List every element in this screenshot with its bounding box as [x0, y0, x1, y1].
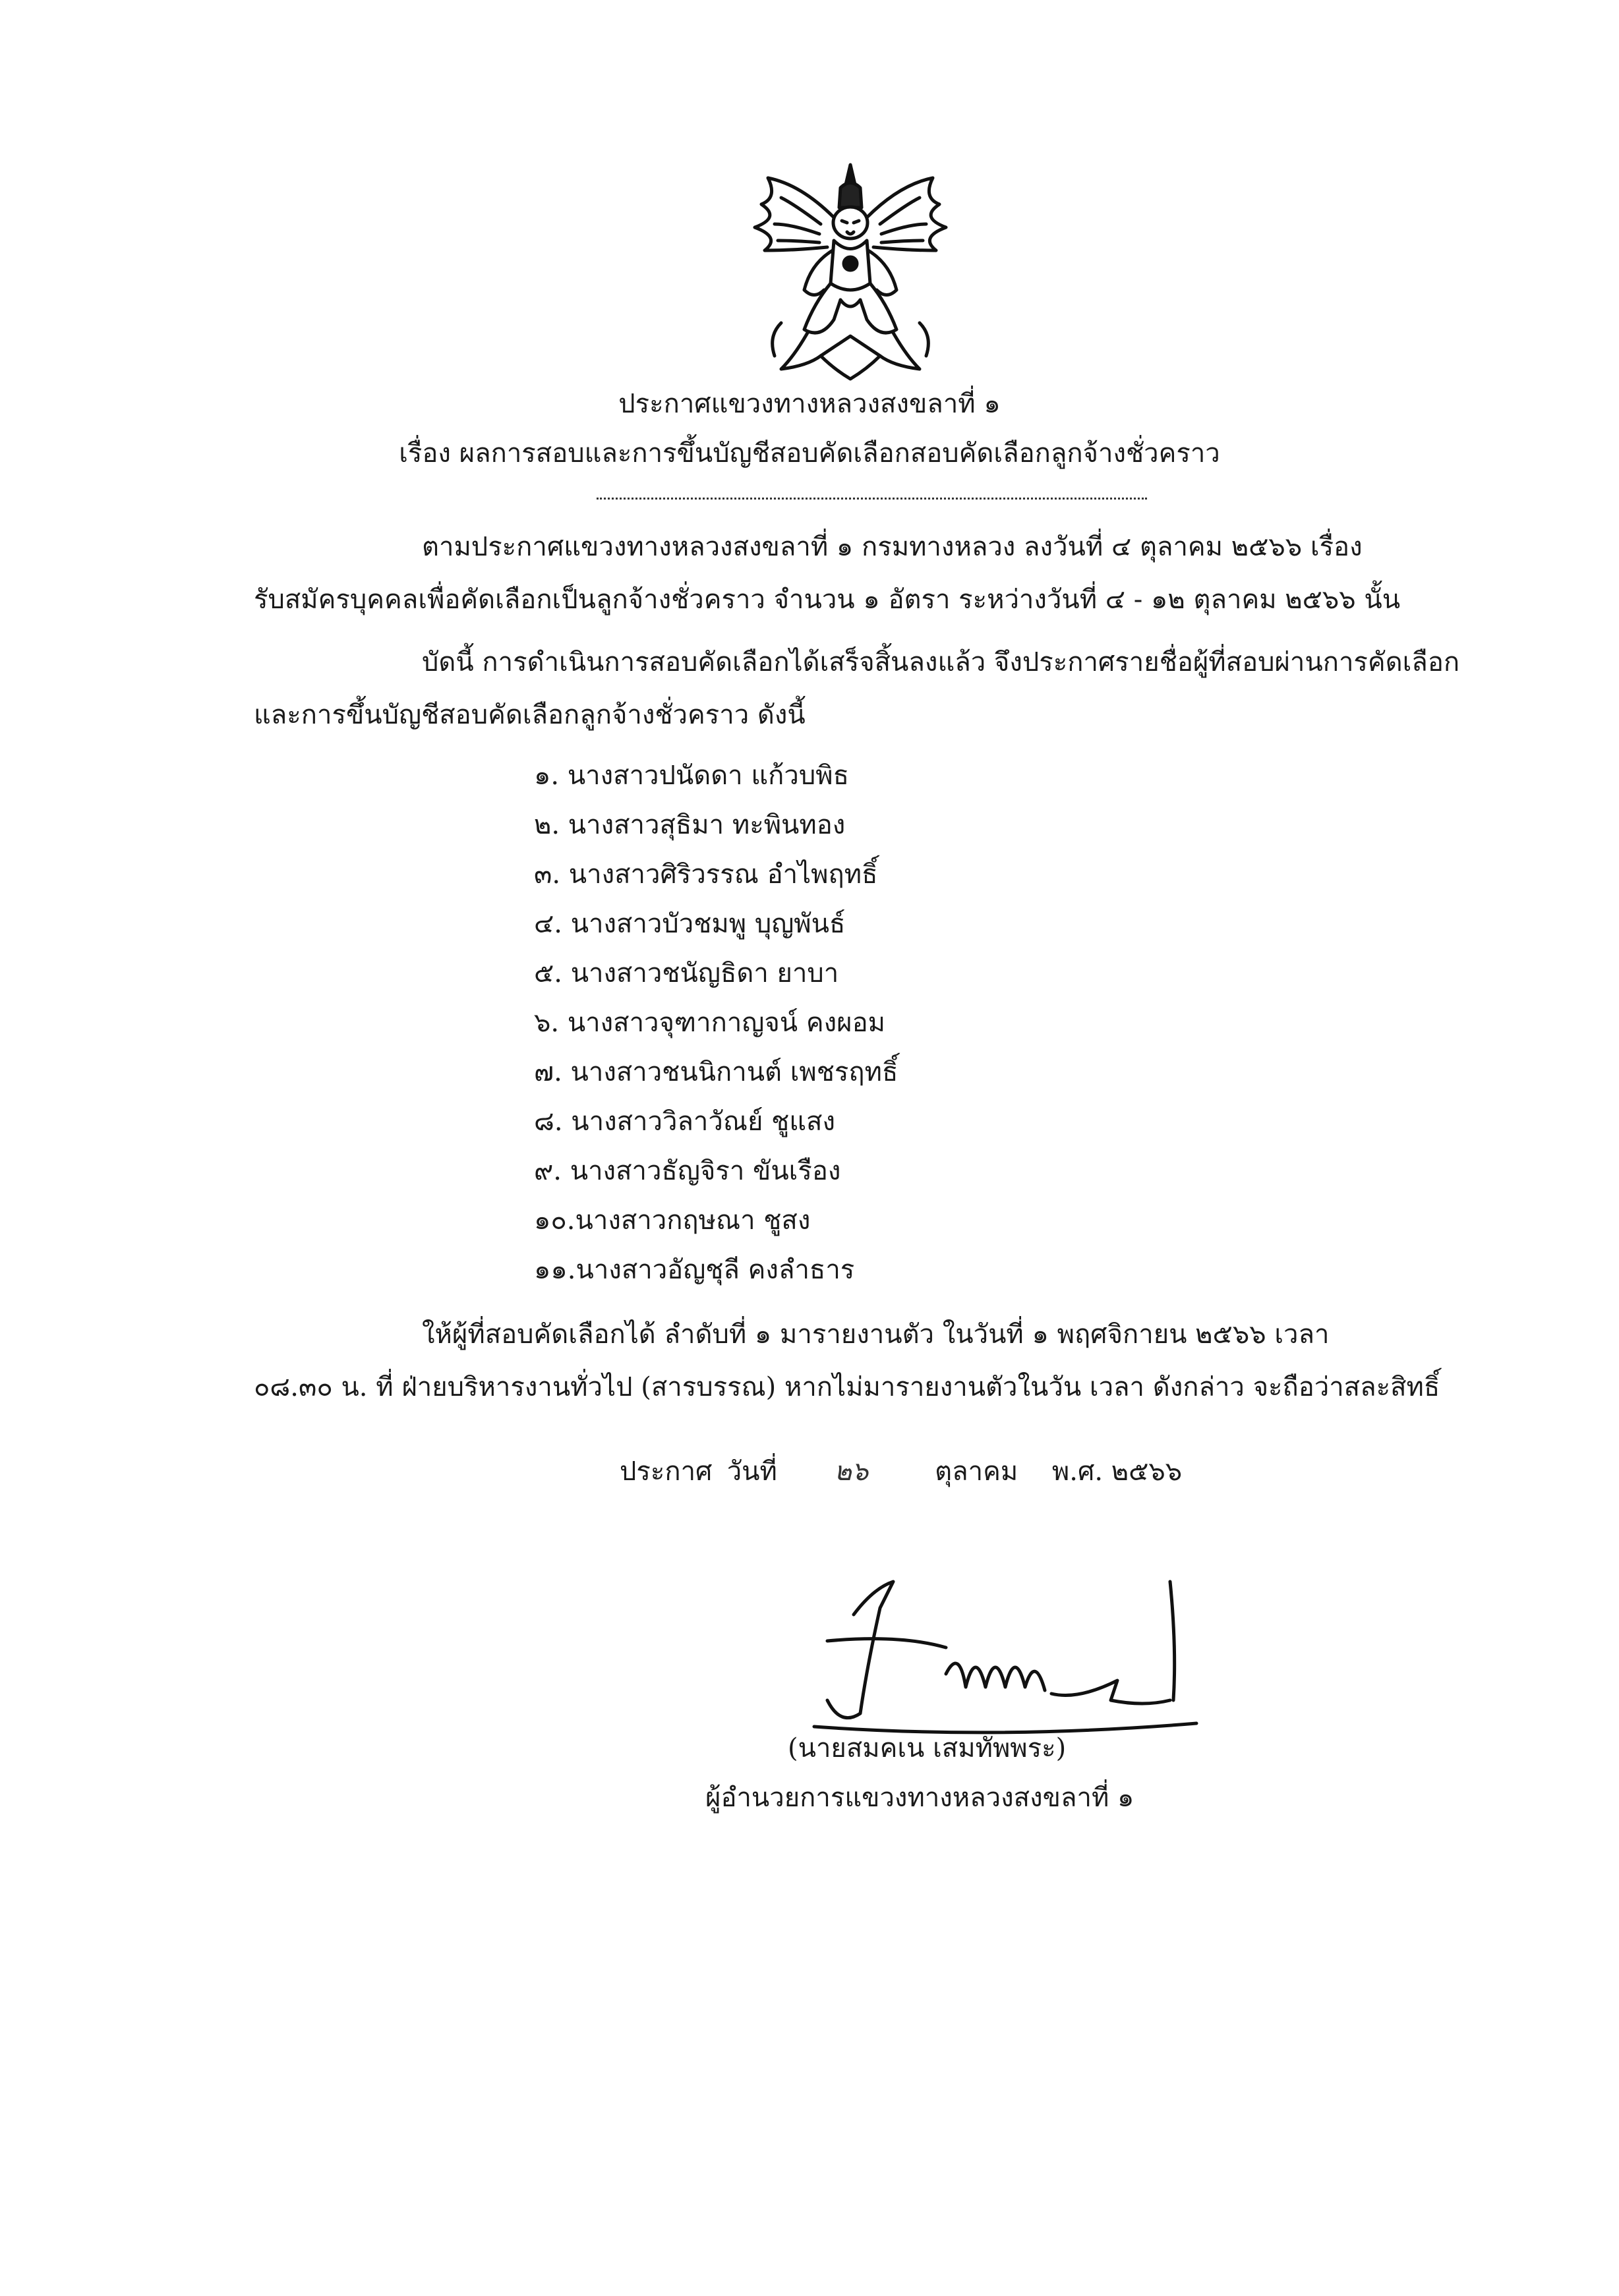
- month-value: ตุลาคม: [935, 1456, 1018, 1487]
- date-label: วันที่: [726, 1456, 777, 1487]
- paragraph-line: ให้ผู้ที่สอบคัดเลือกได้ ลำดับที่ ๑ มารายงานตัว ในวันที่ ๑ พฤศจิกายน ๒๕๖๖ เวลา: [422, 1319, 1330, 1350]
- list-item: ๔. นางสาวบัวชมพู บุญพันธ์: [534, 909, 846, 939]
- announcement-date: [620, 1450, 1182, 1492]
- result-paragraph: [254, 636, 1506, 741]
- list-item: ๓. นางสาวศิริวรรณ อำไพฤทธิ์: [534, 859, 878, 890]
- paragraph-line: บัดนี้ การดำเนินการสอบคัดเลือกได้เสร็จสิ้นลงแล้ว จึงประกาศรายชื่อผู้ที่สอบผ่านการคัดเลือก: [422, 647, 1460, 677]
- list-item: ๑๑.นางสาวอัญชุลี คงลำธาร: [534, 1255, 855, 1285]
- list-item: ๒. นางสาวสุธิมา ทะพินทอง: [534, 810, 846, 840]
- paragraph-line: และการขึ้นบัญชีสอบคัดเลือกลูกจ้างชั่วคราว ดังนี้: [254, 700, 806, 730]
- list-item: ๗. นางสาวชนนิกานต์ เพชรฤทธิ์: [534, 1057, 898, 1087]
- list-item: ๖. นางสาวจุฑากาญจน์ คงผอม: [534, 1008, 885, 1038]
- candidate-list: [534, 751, 898, 1295]
- announce-label: ประกาศ: [620, 1456, 713, 1487]
- paragraph-line: ๐๘.๓๐ น. ที่ ฝ่ายบริหารงานทั่วไป (สารบรรณ) หากไม่มารายงานตัวในวัน เวลา ดังกล่าว จะถือว่าสละสิทธิ์: [254, 1372, 1440, 1402]
- paragraph-line: ตามประกาศแขวงทางหลวงสงขลาที่ ๑ กรมทางหลวง ลงวันที่ ๔ ตุลาคม ๒๕๖๖ เรื่อง: [422, 532, 1363, 562]
- dotted-divider: [597, 498, 1147, 500]
- announcement-title: ประกาศแขวงทางหลวงสงขลาที่ ๑: [618, 389, 1001, 419]
- reporting-paragraph: [254, 1308, 1506, 1414]
- list-item: ๘. นางสาววิลาวัณย์ ชูแสง: [534, 1106, 835, 1137]
- garuda-emblem: [742, 158, 959, 386]
- list-item: ๕. นางสาวชนัญธิดา ยาบา: [534, 958, 839, 989]
- signer-name: (นายสมคเน เสมทัพพระ): [788, 1733, 1067, 1764]
- list-item: ๙. นางสาวธัญจิรา ขันเรือง: [534, 1156, 841, 1186]
- list-item: ๑. นางสาวปนัดดา แก้วบพิธ: [534, 761, 849, 791]
- signer-title: ผู้อำนวยการแขวงทางหลวงสงขลาที่ ๑: [705, 1783, 1134, 1813]
- announcement-subject: เรื่อง ผลการสอบและการขึ้นบัญชีสอบคัดเลือกสอบคัดเลือกลูกจ้างชั่วคราว: [399, 438, 1220, 469]
- reference-paragraph: [254, 521, 1506, 626]
- list-item: ๑๐.นางสาวกฤษณา ชูสง: [534, 1205, 811, 1236]
- year-value: พ.ศ. ๒๕๖๖: [1051, 1456, 1183, 1487]
- day-value: ๒๖: [834, 1456, 869, 1487]
- paragraph-line: รับสมัครบุคคลเพื่อคัดเลือกเป็นลูกจ้างชั่วคราว จำนวน ๑ อัตรา ระหว่างวันที่ ๔ - ๑๒ ตุลาคม ๒๕๖๖ นั้น: [254, 585, 1401, 615]
